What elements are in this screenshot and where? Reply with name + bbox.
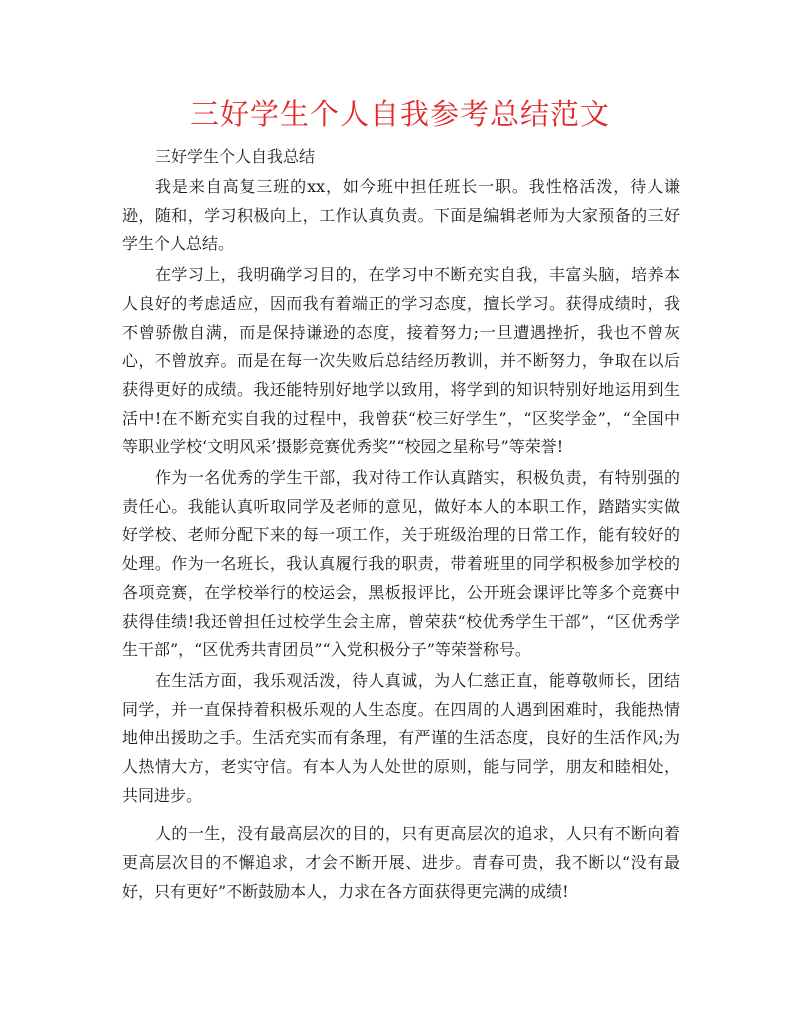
- paragraph-study: 在学习上，我明确学习目的，在学习中不断充实自我，丰富头脑，培养本人良好的考虑适应，因而我有着端正的学习态度，擅长学习。获得成绩时，我不曾骄傲自满，而是保持谦逊的态度，接着努力;一旦遭遇挫折，我也不曾灰心，不曾放弃。而是在每一次失败后总结经历教训，并不断努力，争取在以后获得更好的成绩。我还能特别好地学以致用，将学到的知识特别好地运用到生活中!在不断充实自我的过程中，我曾获“校三好学生”，“区奖学金”，“全国中等职业学校‘文明风采’摄影竞赛优秀奖”“校园之星称号”等荣誉!: [122, 265, 680, 457]
- paragraph-conclusion: 人的一生，没有最高层次的目的，只有更高层次的追求，人只有不断向着更高层次目的不懈追求，才会不断开展、进步。青春可贵，我不断以“没有最好，只有更好”不断鼓励本人，力求在各方面获得更完满的成绩!: [122, 824, 680, 901]
- document-subtitle: 三好学生个人自我总结: [155, 147, 316, 166]
- paragraph-work: 作为一名优秀的学生干部，我对待工作认真踏实，积极负责，有特别强的责任心。我能认真听取同学及老师的意见，做好本人的本职工作，踏踏实实做好学校、老师分配下来的每一项工作，关于班级治理的日常工作，能有较好的处理。作为一名班长，我认真履行我的职责，带着班里的同学积极参加学校的各项竞赛，在学校举行的校运会，黑板报评比，公开班会课评比等多个竞赛中获得佳绩!我还曾担任过校学生会主席，曾荣获“校优秀学生干部”，“区优秀学生干部”，“区优秀共青团员”“入党积极分子”等荣誉称号。: [122, 468, 680, 660]
- document-body: [122, 143, 680, 907]
- paragraph-life: 在生活方面，我乐观活泼，待人真诚，为人仁慈正直，能尊敬师长，团结同学，并一直保持着积极乐观的人生态度。在四周的人遇到困难时，我能热情地伸出援助之手。生活充实而有条理，有严谨的生活态度，良好的生活作风;为人热情大方，老实守信。有本人为人处世的原则，能与同学，朋友和睦相处，共同进步。: [122, 670, 680, 805]
- paragraph-intro: 我是来自高复三班的xx，如今班中担任班长一职。我性格活泼，待人谦逊，随和，学习积极向上，工作认真负责。下面是编辑老师为大家预备的三好学生个人总结。: [122, 177, 680, 254]
- document-title: 三好学生个人自我参考总结范文: [189, 97, 610, 131]
